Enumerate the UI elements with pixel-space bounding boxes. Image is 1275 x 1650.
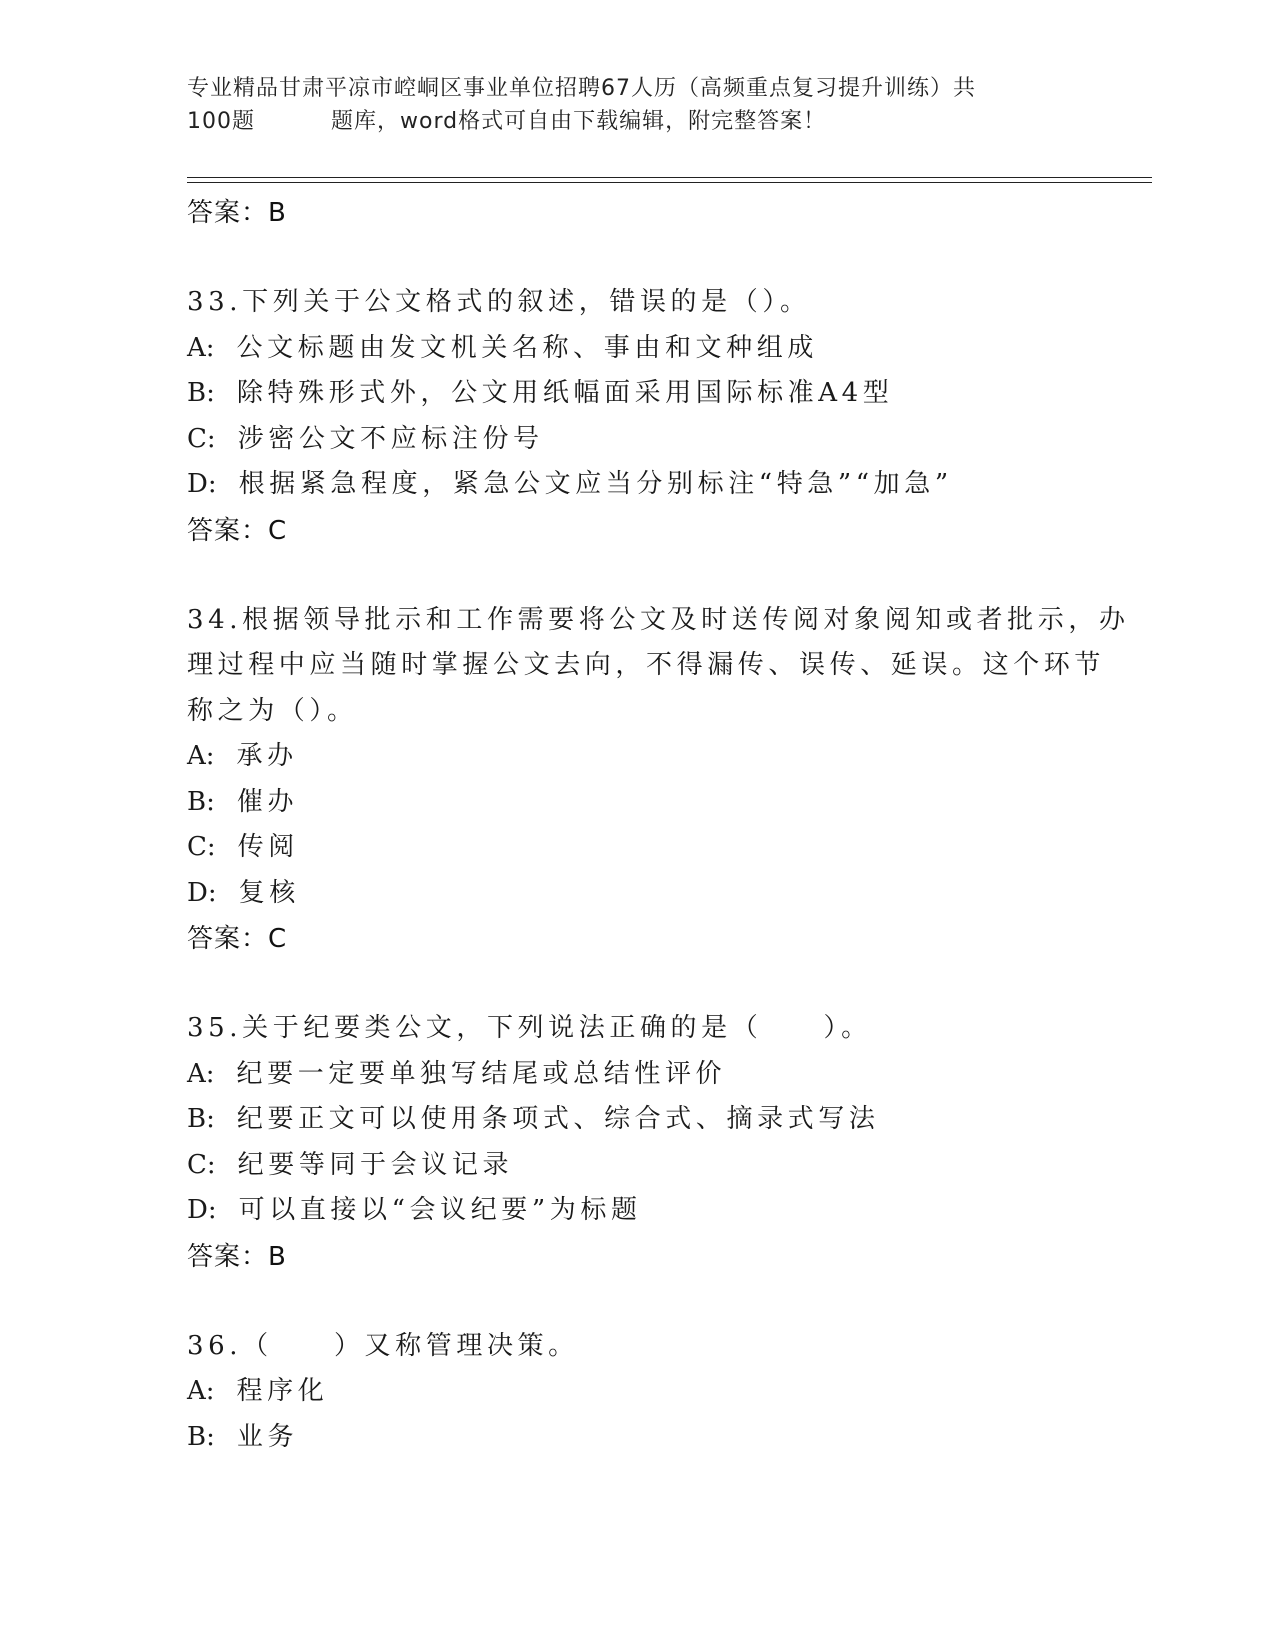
question-35 bbox=[187, 1006, 1087, 1280]
question-stem: 33.下列关于公文格式的叙述，错误的是（）。 bbox=[187, 287, 811, 317]
option-b: B: 业务 bbox=[187, 1421, 299, 1452]
option-c: C: 涉密公文不应标注份号 bbox=[187, 423, 544, 454]
question-list bbox=[187, 190, 1130, 1460]
answer-line: 答案：C bbox=[187, 515, 288, 546]
header-title-suffix: 题库，word格式可自由下载编辑，附完整答案！ bbox=[331, 109, 827, 134]
header-title-line1: 专业精品甘肃平凉市崆峒区事业单位招聘67人历（高频重点复习提升训练）共 bbox=[187, 76, 976, 101]
option-a: A: 纪要一定要单独写结尾或总结性评价 bbox=[187, 1058, 727, 1089]
option-a: A: 公文标题由发文机关名称、事由和文种组成 bbox=[187, 332, 818, 363]
option-b: B: 纪要正文可以使用条项式、综合式、摘录式写法 bbox=[187, 1104, 880, 1134]
header-title-count: 100题 bbox=[187, 109, 255, 134]
option-d: D: 可以直接以“会议纪要”为标题 bbox=[187, 1195, 642, 1225]
question-33 bbox=[187, 280, 1087, 554]
answer-line: 答案：C bbox=[187, 924, 288, 954]
option-a: A: 程序化 bbox=[187, 1376, 329, 1406]
question-stem: 34.根据领导批示和工作需要将公文及时送传阅对象阅知或者批示，办 bbox=[187, 604, 1130, 635]
question-stem: 35.关于纪要类公文，下列说法正确的是（ ）。 bbox=[187, 1013, 872, 1043]
answer-line: 答案：B bbox=[187, 198, 287, 228]
option-c: C: 纪要等同于会议记录 bbox=[187, 1149, 514, 1180]
header-divider-top bbox=[187, 177, 1152, 178]
question-stem: 理过程中应当随时掌握公文去向，不得漏传、误传、延误。这个环节 bbox=[187, 650, 1106, 680]
header-title-line2 bbox=[187, 105, 1067, 138]
option-a: A: 承办 bbox=[187, 741, 298, 771]
header-divider-bottom bbox=[187, 182, 1152, 183]
answer-line: 答案：B bbox=[187, 1241, 287, 1272]
question-stem: 36.（ ）又称管理决策。 bbox=[187, 1330, 579, 1361]
question-36 bbox=[187, 1324, 1087, 1461]
option-c: C: 传阅 bbox=[187, 832, 299, 862]
document-header bbox=[187, 72, 1067, 138]
option-d: D: 复核 bbox=[187, 877, 300, 908]
question-34 bbox=[187, 598, 1130, 963]
option-b: B: 催办 bbox=[187, 786, 299, 817]
option-b: B: 除特殊形式外，公文用纸幅面采用国际标准A4型 bbox=[187, 378, 894, 408]
option-d: D: 根据紧急程度，紧急公文应当分别标注“特急”“加急” bbox=[187, 469, 953, 499]
question-stem: 称之为（）。 bbox=[187, 695, 358, 726]
